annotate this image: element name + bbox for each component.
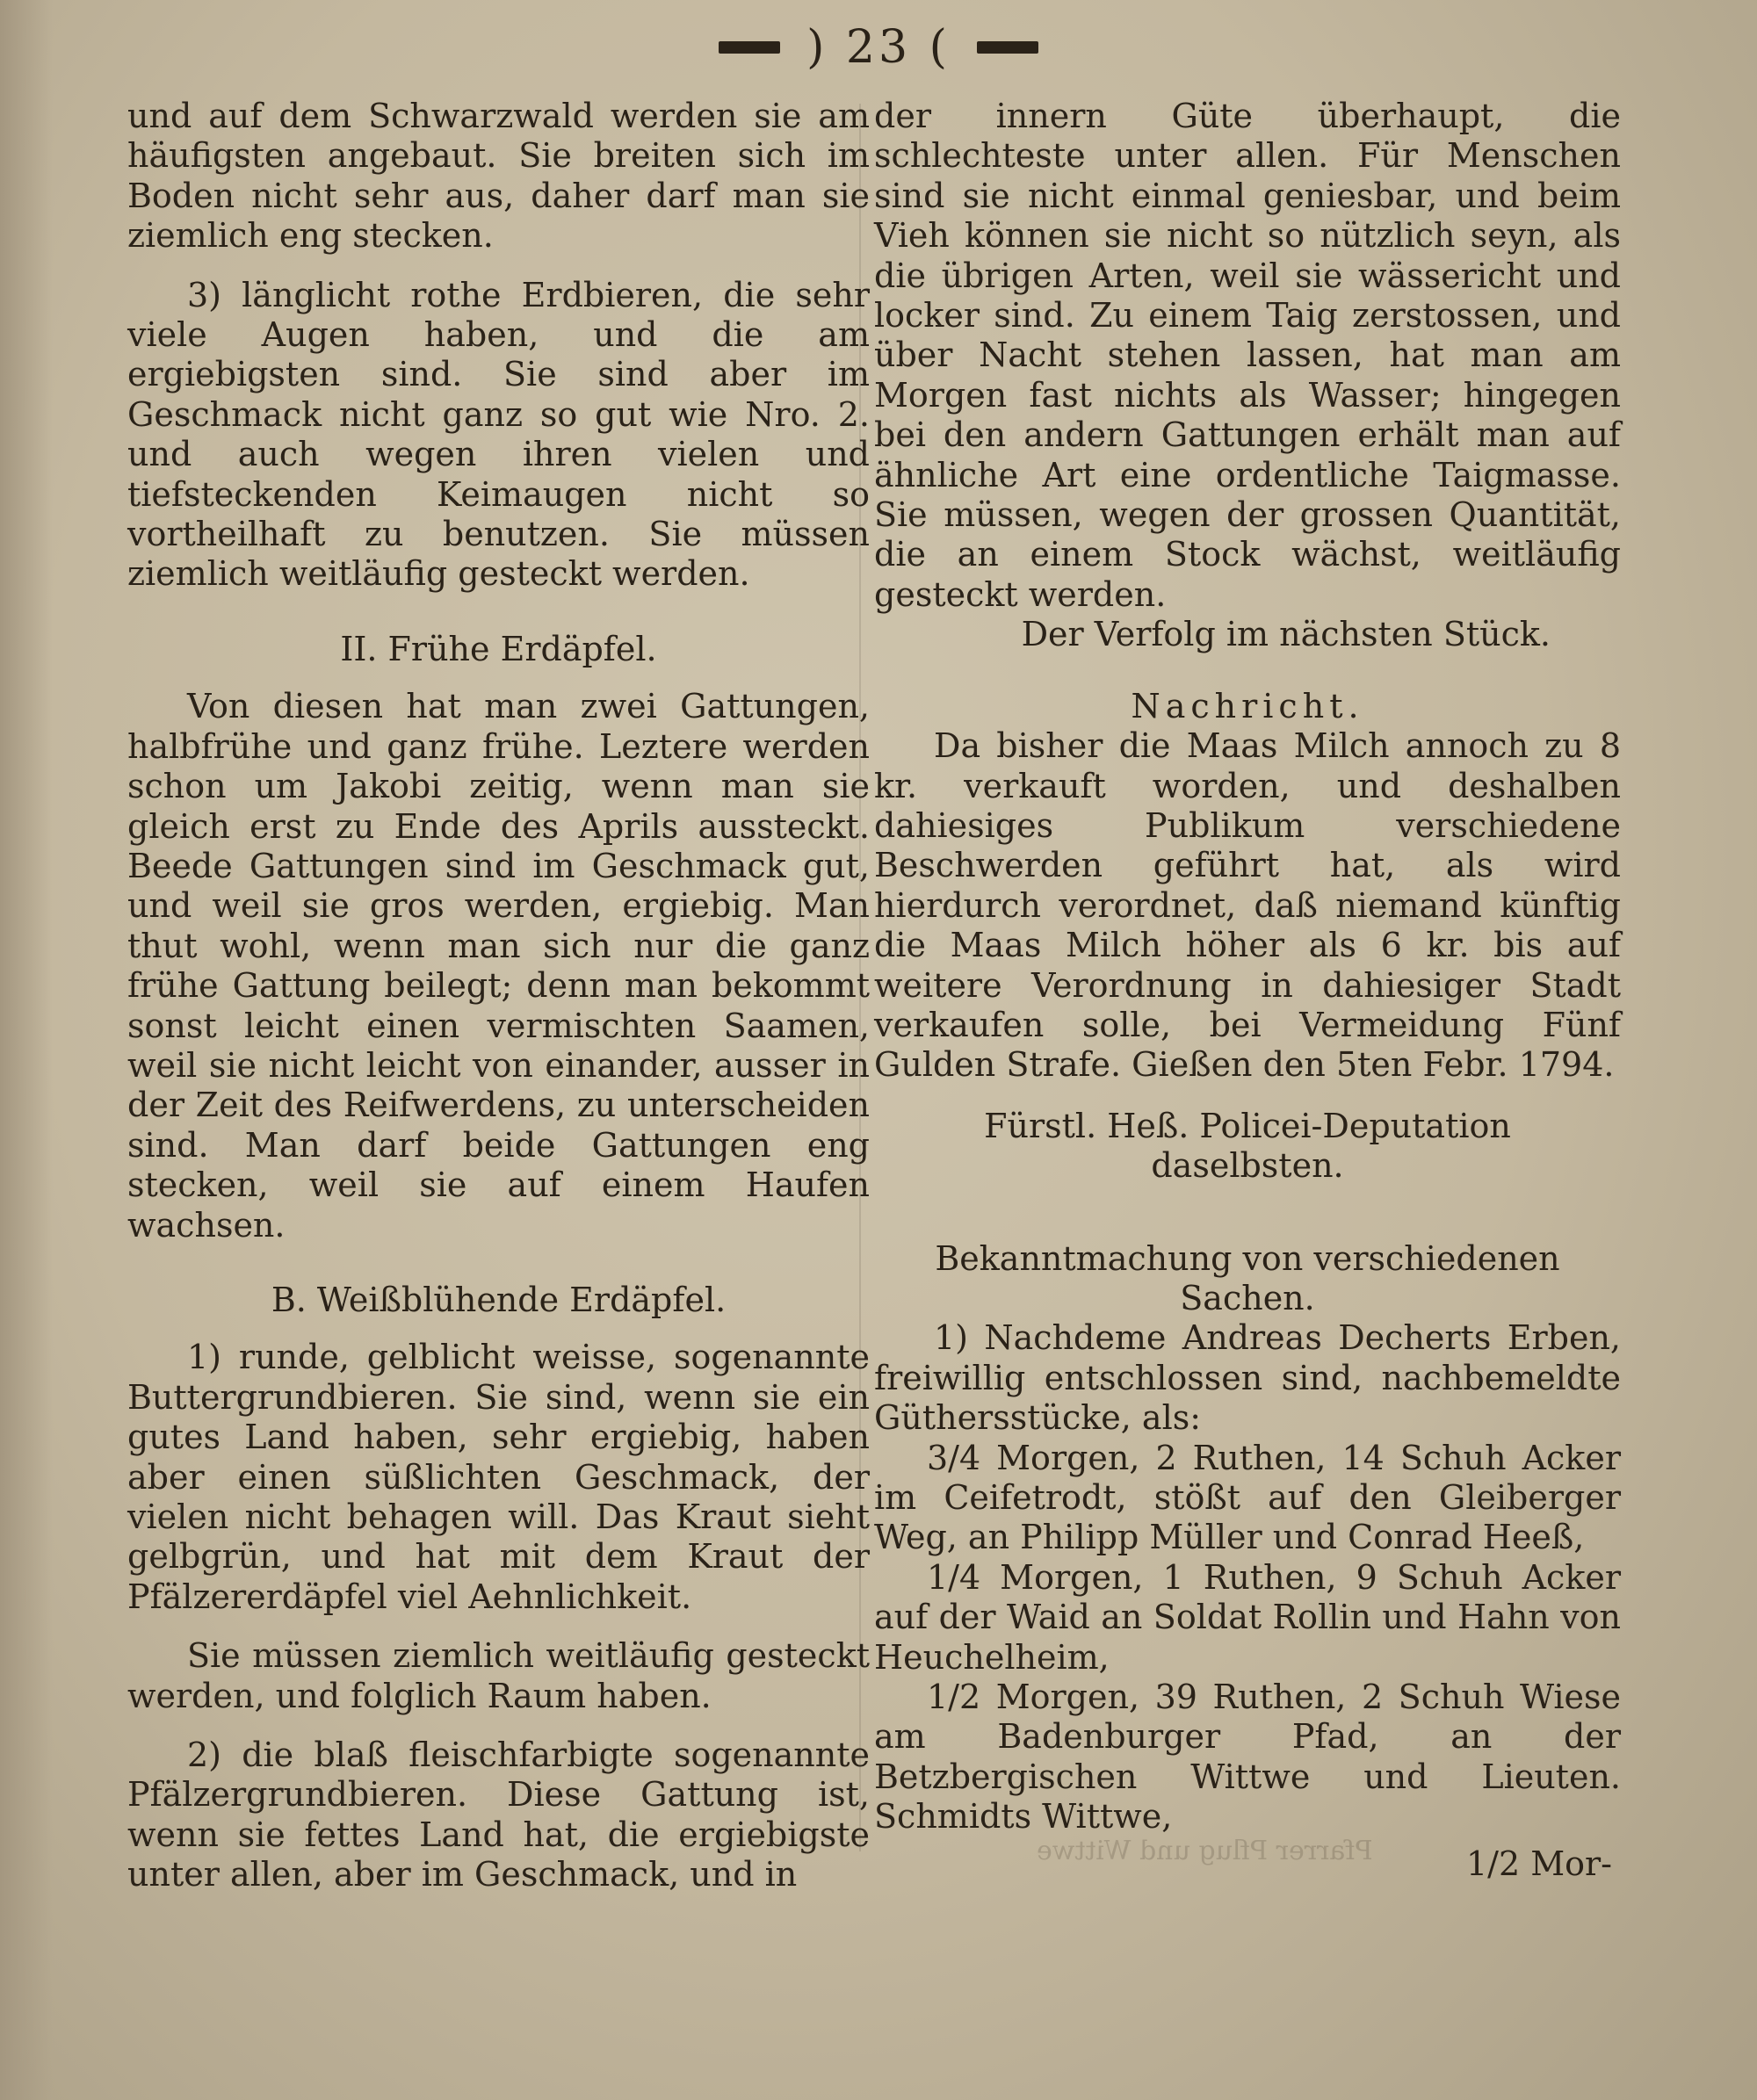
right-column — [874, 97, 1621, 1884]
land-entry: 1/2 Morgen, 39 Ruthen, 2 Schuh Wiese am Badenburger Pfad, an der Betzbergischen Wittwe und Lieuten. Schmidts Wittwe, — [874, 1678, 1621, 1837]
catchword: 1/2 Mor- — [1465, 1844, 1612, 1883]
paragraph: Sie müssen ziemlich weitläufig gesteckt werden, und folglich Raum haben. — [127, 1636, 870, 1715]
signature-authority: Fürstl. Heß. Policei-Deputation — [984, 1106, 1511, 1145]
paragraph: Von diesen hat man zwei Gattungen, halbfrühe und ganz frühe. Leztere werden schon um Jakobi zeitig, wenn man sie gleich erst zu Ende des Aprils aussteckt. Beede Gattungen sind im Geschmack gut, und weil sie gros werden, ergiebig. Man thut wohl, wenn man sich nur die ganz frühe Gattung beilegt; denn man bekommt sonst leicht einen vermischten Saamen, weil sie nicht leicht von einander, ausser in der Zeit des Reifwerdens, zu unterscheiden sind. Man darf beide Gattungen eng stecken, weil sie auf einem Haufen wachsen. — [127, 687, 870, 1245]
page-edge-shadow — [0, 0, 53, 2100]
paragraph: 2) die blaß fleischfarbigte sogenannte Pfälzergrundbieren. Diese Gattung ist, wenn sie fettes Land hat, die ergiebigste unter allen, aber im Geschmack, und in — [127, 1736, 870, 1894]
header-rule-left — [719, 41, 780, 54]
land-entry: 3/4 Morgen, 2 Ruthen, 14 Schuh Acker im Ceifetrodt, stößt auf den Gleiberger Weg, an Philipp Müller und Conrad Heeß, — [874, 1438, 1621, 1557]
notice-heading: Nachricht. — [1131, 686, 1364, 725]
section-heading: II. Frühe Erdäpfel. — [340, 629, 657, 668]
left-column — [127, 97, 870, 1895]
show-through-text: Pfarrer Pflug und Wittwe — [1037, 1836, 1373, 1866]
header-rule-right — [977, 41, 1038, 54]
paragraph: der innern Güte überhaupt, die schlechteste unter allen. Für Menschen sind sie nicht einmal geniesbar, und beim Vieh können sie nicht so nützlich seyn, als die übrigen Arten, weil sie wässericht und locker sind. Zu einem Taig zerstossen, und über Nacht stehen lassen, hat man am Morgen fast nichts als Wasser; hingegen bei den andern Gattungen erhält man auf ähnliche Art eine ordentliche Taigmasse. Sie müssen, wegen der grossen Quantität, die an einem Stock wächst, weitläufig gesteckt werden. — [874, 97, 1621, 614]
land-entry: 1/4 Morgen, 1 Ruthen, 9 Schuh Acker auf der Waid an Soldat Rollin und Hahn von Heuchelheim, — [874, 1557, 1621, 1677]
paragraph: und auf dem Schwarzwald werden sie am häufigsten angebaut. Sie breiten sich im Boden nicht sehr aus, daher darf man sie ziemlich eng stecken. — [127, 97, 870, 256]
signature-place: daselbsten. — [1151, 1146, 1344, 1186]
continuation-note: Der Verfolg im nächsten Stück. — [1021, 615, 1551, 654]
announcement-intro: 1) Nachdeme Andreas Decherts Erben, freiwillig entschlossen sind, nachbemeldte Güthersstücke, als: — [874, 1318, 1621, 1438]
announcement-heading: Bekanntmachung von verschiedenen Sachen. — [935, 1238, 1560, 1317]
page-number: ) 23 ( — [806, 21, 951, 74]
section-heading: B. Weißblühende Erdäpfel. — [271, 1280, 727, 1319]
notice-text: Da bisher die Maas Milch annoch zu 8 kr. verkauft worden, und deshalben dahiesiges Publikum verschiedene Beschwerden geführt hat, als wird hierdurch verordnet, daß niemand künftig die Maas Milch höher als 6 kr. bis auf weitere Verordnung in dahiesiger Stadt verkaufen solle, bei Vermeidung Fünf Gulden Strafe. Gießen den 5ten Febr. 1794. — [874, 726, 1621, 1085]
page-header — [615, 12, 1142, 83]
paragraph: 1) runde, gelblicht weisse, sogenannte Buttergrundbieren. Sie sind, wenn sie ein gutes Land haben, sehr ergiebig, haben aber einen süßlichten Geschmack, der vielen nicht behagen will. Das Kraut sieht gelbgrün, und hat mit dem Kraut der Pfälzererdäpfel viel Aehnlichkeit. — [127, 1338, 870, 1616]
notice-signature — [874, 1107, 1621, 1187]
paragraph: 3) länglicht rothe Erdbieren, die sehr viele Augen haben, und die am ergiebigsten sind. Sie sind aber im Geschmack nicht ganz so gut wie Nro. 2. und auch wegen ihren vielen und tiefsteckenden Keimaugen nicht so vortheilhaft zu benutzen. Sie müssen ziemlich weitläufig gesteckt werden. — [127, 275, 870, 594]
